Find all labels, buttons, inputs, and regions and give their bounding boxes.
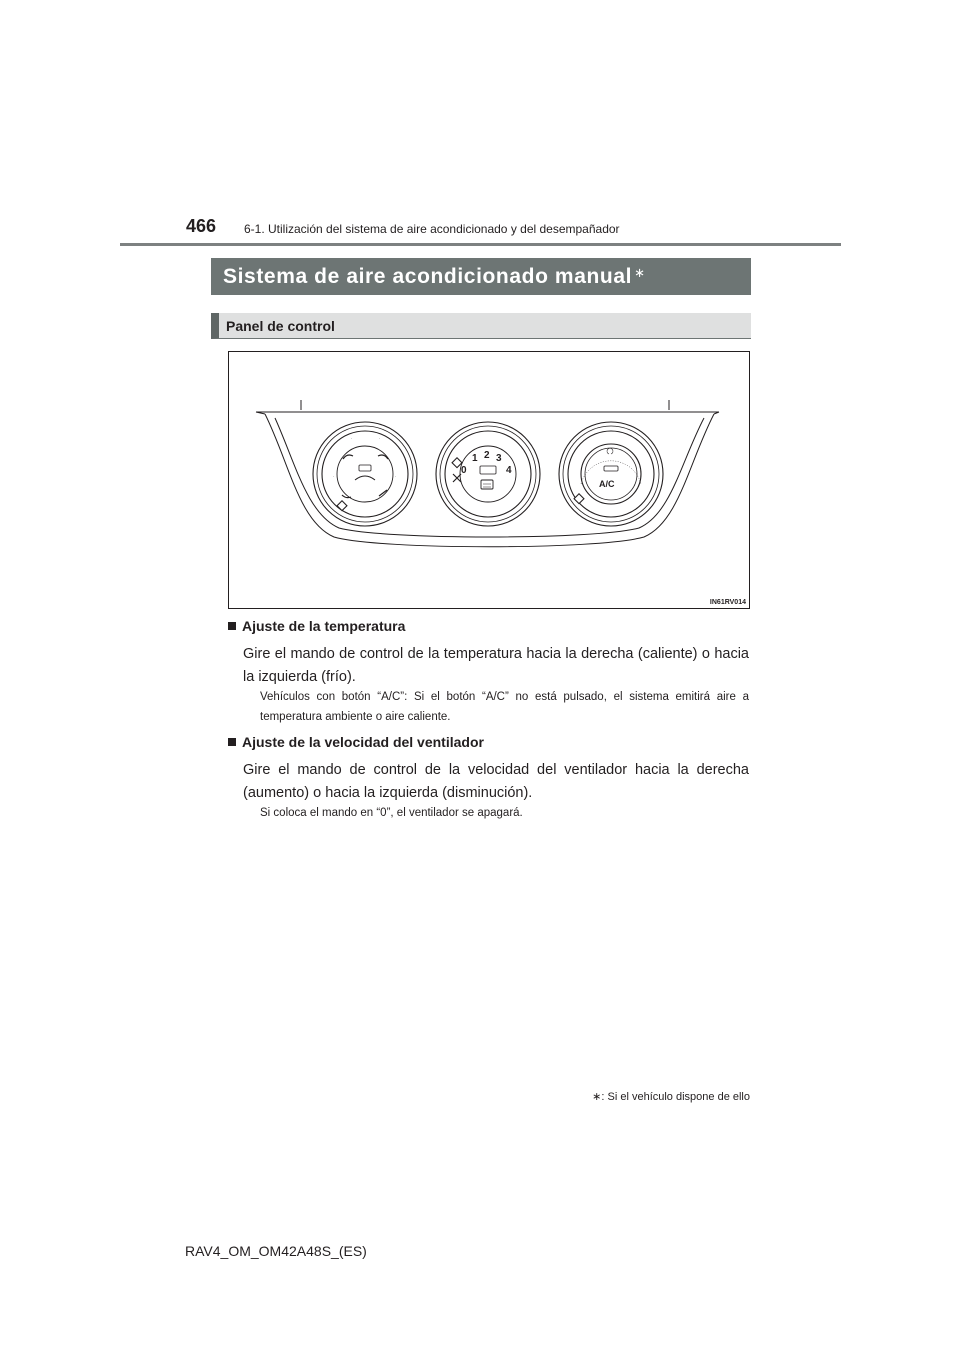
subsection-title: Panel de control — [226, 318, 335, 334]
fan-speed-heading-text: Ajuste de la velocidad del ventilador — [242, 734, 484, 750]
svg-text:·: · — [395, 474, 397, 479]
fan-speed-2: 2 — [484, 450, 490, 461]
bullet-square-icon — [228, 738, 236, 746]
footnote-marker: ∗ — [592, 1091, 602, 1103]
fan-speed-text: Gire el mando de control de la velocidad del ventilador hacia la derecha (aumento) o hacia la izquierda (disminución). — [243, 762, 749, 801]
chapter-title: 6-1. Utilización del sistema de aire acondicionado y del desempañador — [244, 222, 620, 236]
fan-speed-knob[interactable] — [436, 422, 540, 526]
fan-icon — [453, 474, 461, 482]
fan-speed-0: 0 — [461, 465, 467, 476]
ac-button[interactable]: A/C — [599, 479, 615, 489]
fan-speed-heading — [228, 734, 484, 750]
fan-speed-1: 1 — [472, 453, 478, 464]
section-title: Sistema de aire acondicionado manual — [223, 265, 633, 288]
fan-speed-3: 3 — [496, 453, 502, 464]
mode-knob[interactable] — [313, 422, 417, 526]
footer-code: RAV4_OM_OM42A48S_(ES) — [185, 1243, 367, 1259]
header-rule — [120, 243, 841, 246]
control-panel-illustration — [229, 352, 749, 608]
svg-text:·: · — [351, 436, 353, 441]
subsection-title-bar — [211, 313, 751, 339]
fan-speed-4: 4 — [506, 465, 512, 476]
bullet-square-icon — [228, 622, 236, 630]
temperature-knob[interactable] — [559, 422, 663, 526]
section-title-bar — [211, 258, 751, 295]
temperature-heading — [228, 618, 405, 634]
fan-speed-note: Si coloca el mando en “0”, el ventilador se apagará. — [260, 807, 523, 819]
footnote — [592, 1090, 750, 1103]
svg-text:·: · — [333, 474, 335, 479]
svg-text:·: · — [379, 436, 381, 441]
temperature-text: Gire el mando de control de la temperatura hacia la derecha (caliente) o hacia la izquierda (frío). — [243, 646, 749, 685]
control-panel-figure — [228, 351, 750, 609]
temperature-note: Vehículos con botón “A/C”: Si el botón “A/C” no está pulsado, el sistema emitirá aire a temperatura ambiente o aire caliente. — [260, 691, 749, 723]
footnote-text: : Si el vehículo dispone de ello — [601, 1091, 750, 1103]
figure-code: IN61RV014 — [709, 599, 746, 606]
temperature-heading-text: Ajuste de la temperatura — [242, 618, 406, 634]
optional-marker: ∗ — [634, 265, 646, 280]
page-number: 466 — [186, 216, 217, 236]
